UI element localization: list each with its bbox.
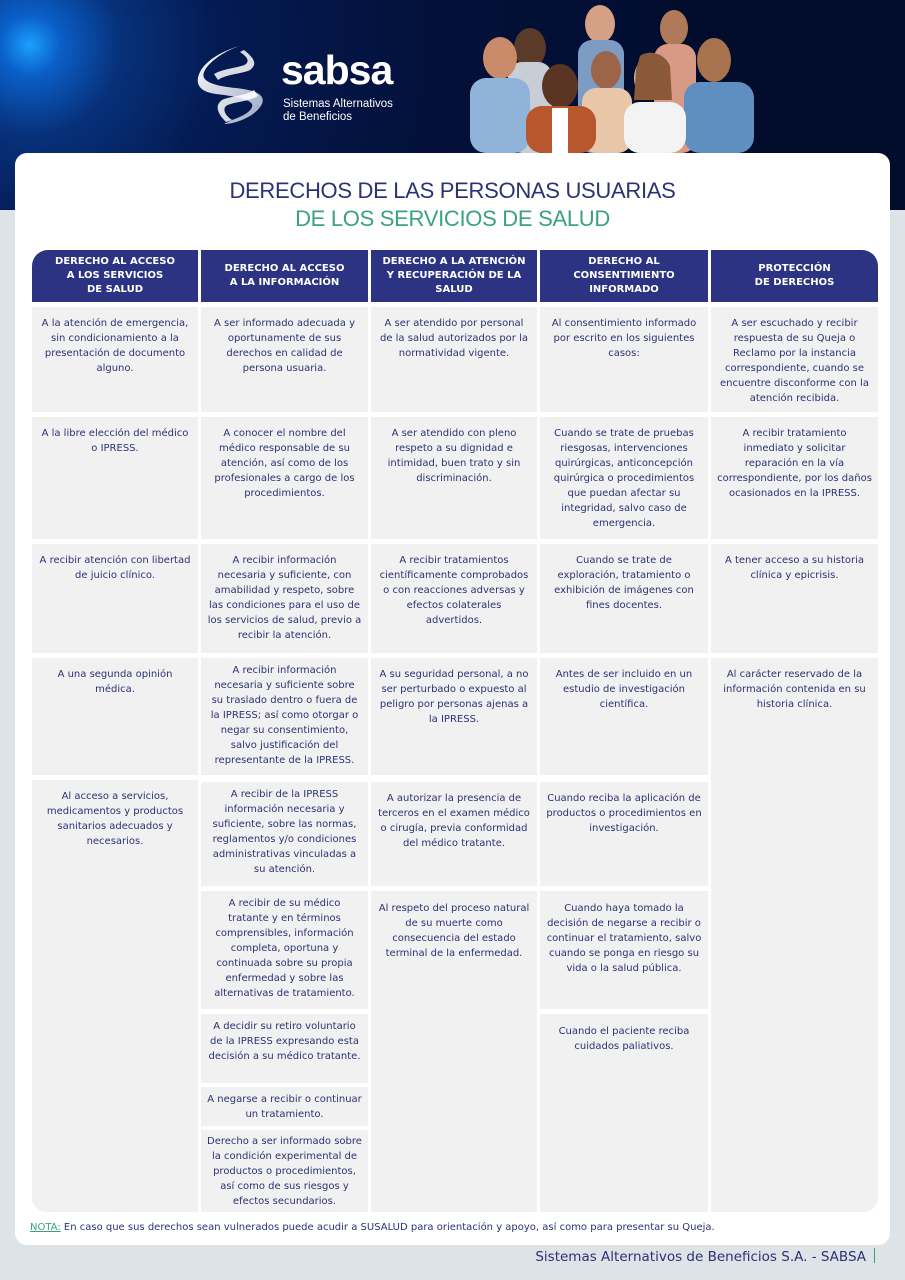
table-cell: A tener acceso a su historia clínica y epicrisis. xyxy=(711,544,878,653)
table-cell: A ser escuchado y recibir respuesta de su Queja o Reclamo por la instancia correspondiente, cuando se encuentre disconforme con la atención recibida. xyxy=(711,307,878,412)
table-cell: A recibir de la IPRESS información necesaria y suficiente, sobre las normas, reglamentos y/o condiciones administrativas vinculadas a su atención. xyxy=(201,782,368,886)
table-cell: Cuando reciba la aplicación de productos o procedimientos en investigación. xyxy=(540,782,708,886)
table-cell: A conocer el nombre del médico responsable de su atención, así como de los profesionales a cargo de los procedimientos. xyxy=(201,417,368,539)
brand-subtitle xyxy=(283,98,393,124)
column-header-informed-consent: DERECHO AL CONSENTIMIENTO INFORMADO xyxy=(540,250,708,302)
table-cell: Al respeto del proceso natural de su muerte como consecuencia del estado terminal de la enfermedad. xyxy=(371,891,537,1212)
footer-divider xyxy=(874,1248,875,1263)
table-cell: Al carácter reservado de la información contenida en su historia clínica. xyxy=(711,658,878,1212)
table-cell: A recibir información necesaria y suficiente, con amabilidad y respeto, sobre las condiciones para el uso de los servicios de salud, previo a recibir la atención. xyxy=(201,544,368,653)
note-text xyxy=(30,1222,715,1233)
table-cell: A ser informado adecuada y oportunamente de sus derechos en calidad de persona usuaria. xyxy=(201,307,368,412)
table-cell: A una segunda opinión médica. xyxy=(32,658,198,775)
table-cell: Cuando haya tomado la decisión de negarse a recibir o continuar el tratamiento, salvo cuando se ponga en riesgo su vida o la salud pública. xyxy=(540,891,708,1009)
column-header-care-recovery: DERECHO A LA ATENCIÓN Y RECUPERACIÓN DE LA SALUD xyxy=(371,250,537,302)
note-label: NOTA: xyxy=(30,1222,61,1233)
brand-subtitle-line1: Sistemas Alternativos xyxy=(283,98,393,110)
table-cell: Al consentimiento informado por escrito en los siguientes casos: xyxy=(540,307,708,412)
brand-name: sabsa xyxy=(281,47,393,93)
table-cell: A autorizar la presencia de terceros en el examen médico o cirugía, previa conformidad del médico tratante. xyxy=(371,782,537,886)
table-cell: A la libre elección del médico o IPRESS. xyxy=(32,417,198,539)
table-cell: A recibir de su médico tratante y en términos comprensibles, información completa, oportuna y continuada sobre su propia enfermedad y sobre las alternativas de tratamiento. xyxy=(201,891,368,1009)
table-cell: Al acceso a servicios, medicamentos y productos sanitarios adecuados y necesarios. xyxy=(32,780,198,1212)
table-cell: A recibir información necesaria y suficiente sobre su traslado dentro o fuera de la IPRESS; así como otorgar o negar su consentimiento, salvo justificación del representante de la IPRESS. xyxy=(201,658,368,775)
group-photo-image xyxy=(452,0,772,153)
table-cell: A recibir tratamientos científicamente comprobados o con reacciones adversas y efectos colaterales advertidos. xyxy=(371,544,537,653)
table-cell: A recibir atención con libertad de juicio clínico. xyxy=(32,544,198,653)
table-cell: Cuando se trate de pruebas riesgosas, intervenciones quirúrgicas, anticoncepción quirúrgica o procedimientos que puedan afectar su integridad, salvo caso de emergencia. xyxy=(540,417,708,539)
table-cell: Derecho a ser informado sobre la condición experimental de productos o procedimientos, así como de sus riesgos y efectos secundarios. xyxy=(201,1130,368,1212)
table-cell: A decidir su retiro voluntario de la IPRESS expresando esta decisión a su médico tratante. xyxy=(201,1014,368,1083)
sabsa-logo-icon xyxy=(196,44,276,126)
column-header-access-services: DERECHO AL ACCESO A LOS SERVICIOS DE SALUD xyxy=(32,250,198,302)
page-title: DERECHOS DE LAS PERSONAS USUARIAS xyxy=(229,178,676,203)
column-header-rights-protection: PROTECCIÓN DE DERECHOS xyxy=(711,250,878,302)
table-cell: Cuando el paciente reciba cuidados paliativos. xyxy=(540,1014,708,1212)
table-cell: Cuando se trate de exploración, tratamiento o exhibición de imágenes con fines docentes. xyxy=(540,544,708,653)
footer-company-name: Sistemas Alternativos de Beneficios S.A. - SABSA xyxy=(535,1249,866,1265)
table-cell: A negarse a recibir o continuar un tratamiento. xyxy=(201,1087,368,1126)
table-cell: A su seguridad personal, a no ser perturbado o expuesto al peligro por personas ajenas a la IPRESS. xyxy=(371,658,537,775)
footer xyxy=(535,1248,875,1265)
table-cell: A ser atendido con pleno respeto a su dignidad e intimidad, buen trato y sin discriminación. xyxy=(371,417,537,539)
table-cell: Antes de ser incluido en un estudio de investigación científica. xyxy=(540,658,708,775)
note-body: En caso que sus derechos sean vulnerados puede acudir a SUSALUD para orientación y apoyo, así como para presentar su Queja. xyxy=(60,1222,715,1233)
column-header-access-information: DERECHO AL ACCESO A LA INFORMACIÓN xyxy=(201,250,368,302)
table-cell: A recibir tratamiento inmediato y solicitar reparación en la vía correspondiente, por los daños ocasionados en la IPRESS. xyxy=(711,417,878,539)
table-cell: A la atención de emergencia, sin condicionamiento a la presentación de documento alguno. xyxy=(32,307,198,412)
table-cell: A ser atendido por personal de la salud autorizados por la normatividad vigente. xyxy=(371,307,537,412)
brand-subtitle-line2: de Beneficios xyxy=(283,111,353,123)
page-subtitle: DE LOS SERVICIOS DE SALUD xyxy=(295,206,610,231)
